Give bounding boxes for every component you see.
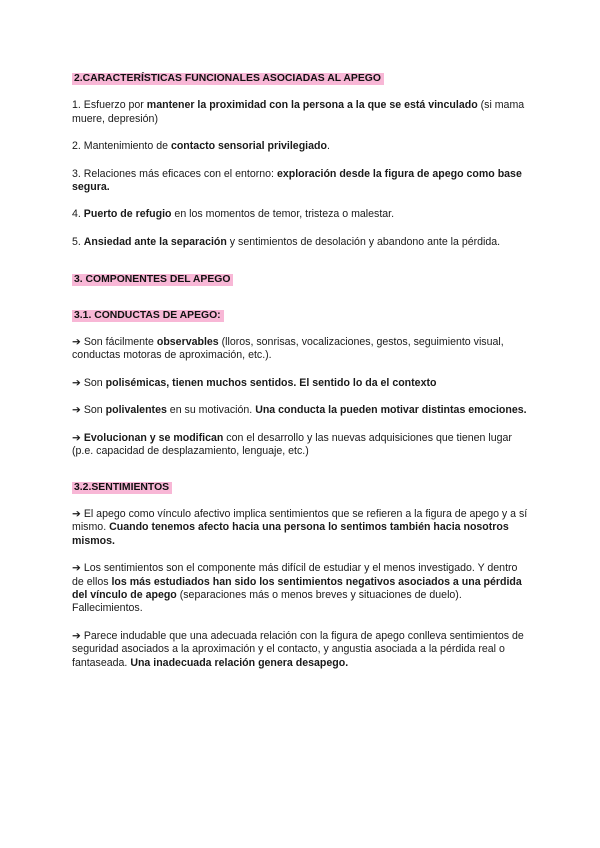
section-3-1-item-2: ➔ Son polisémicas, tienen muchos sentidos. El sentido lo da el contexto (72, 376, 437, 389)
section-2-title: 2.CARACTERÍSTICAS FUNCIONALES ASOCIADAS AL APEGO (72, 73, 384, 85)
section-2-item-5: 5. Ansiedad ante la separación y sentimientos de desolación y abandono ante la pérdida. (72, 235, 501, 248)
section-3-1-heading (72, 309, 530, 322)
section-3-1-item-1: ➔ Son fácilmente observables (lloros, sonrisas, vocalizaciones, gestos, seguimiento visual, conductas motoras de aproximación, etc.). (72, 336, 504, 362)
section-3-heading (72, 273, 530, 286)
document-content (72, 72, 530, 670)
section-3-1-item-3: ➔ Son polivalentes en su motivación. Una conducta la pueden motivar distintas emociones. (72, 404, 527, 417)
section-3-title: 3. COMPONENTES DEL APEGO (72, 274, 233, 286)
section-2-item-1: 1. Esfuerzo por mantener la proximidad con la persona a la que se está vinculado (si mama muere, depresión) (72, 99, 525, 125)
section-3-1-item-4: ➔ Evolucionan y se modifican con el desarrollo y las nuevas adquisiciones que tienen lugar (p.e. capacidad de desplazamiento, lenguaje, etc.) (72, 431, 512, 458)
section-3-2-item-2: ➔ Los sentimientos son el componente más difícil de estudiar y el menos investigado. Y dentro de ellos los más estudiados han sido los sentimientos negativos asociados a una pérdida del vínculo de apego (separaciones más o menos breves y situaciones de duelo). Fallecimientos. (72, 562, 522, 615)
section-3-2-item-1: ➔ El apego como vínculo afectivo implica sentimientos que se refieren a la figura de apego y a sí mismo. Cuando tenemos afecto hacia una persona lo sentimos también hacia nosotros mismos. (72, 507, 528, 547)
section-2-item-2: 2. Mantenimiento de contacto sensorial privilegiado. (72, 140, 330, 153)
section-3-1-title: 3.1. CONDUCTAS DE APEGO: (72, 310, 224, 322)
section-2-item-3: 3. Relaciones más eficaces con el entorno: exploración desde la figura de apego como base segura. (72, 167, 522, 194)
section-2-item-4: 4. Puerto de refugio en los momentos de temor, tristeza o malestar. (72, 208, 395, 221)
section-3-2-item-3: ➔ Parece indudable que una adecuada relación con la figura de apego conlleva sentimientos de seguridad asociados a la aproximación y el contacto, y angustia asociada a la pérdida real o fantaseada. Una inadecuada relación genera desapego. (72, 629, 524, 669)
section-2-heading (72, 72, 530, 85)
section-3-2-heading (72, 481, 530, 494)
section-3-2-title: 3.2.SENTIMIENTOS (72, 482, 172, 494)
